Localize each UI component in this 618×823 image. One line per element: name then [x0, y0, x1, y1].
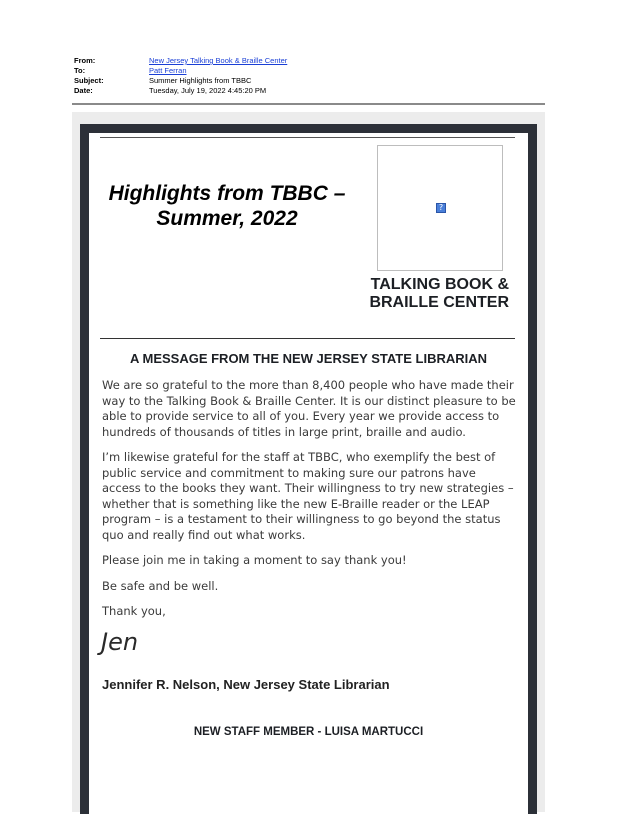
header-divider — [72, 103, 545, 105]
paragraph: Thank you, — [102, 604, 166, 618]
paragraph: I’m likewise grateful for the staff at TBBC, who exemplify the best of public service and commitment to making sure our patrons have access to the books they want. Their willingness to try new strategies – whether that is something like the new E-Braille reader or the LEAP program – is a testament to their willingness to go beyond the status quo and really find out what works. — [102, 450, 514, 542]
paragraph: We are so grateful to the more than 8,400 people who have made their way to the Talking Book & Braille Center. It is our distinct pleasure to be able to provide service to all of you. Every year we provide access to hundreds of thousands of titles in large print, braille and audio. — [102, 378, 516, 439]
newsletter-container — [72, 112, 545, 812]
broken-image-icon: ? — [436, 203, 446, 213]
newsletter-body — [89, 133, 528, 823]
section-divider — [100, 338, 515, 339]
signer-name: Jennifer R. Nelson, New Jersey State Librarian — [102, 677, 390, 692]
from-row — [74, 56, 544, 66]
headline-line-2: Summer, 2022 — [156, 207, 298, 230]
headline-line-1: Highlights from TBBC – — [108, 182, 346, 205]
from-label: From: — [74, 56, 96, 65]
to-label: To: — [74, 66, 86, 75]
date-value: Tuesday, July 19, 2022 4:45:20 PM — [149, 86, 267, 95]
newsletter-headline — [103, 181, 351, 231]
newsletter-frame — [80, 124, 537, 814]
message-body — [102, 378, 517, 630]
top-divider — [100, 137, 515, 138]
to-row — [74, 66, 544, 76]
next-section-title: NEW STAFF MEMBER - LUISA MARTUCCI — [193, 726, 424, 738]
date-label: Date: — [74, 86, 93, 95]
logo-image-placeholder — [377, 145, 503, 271]
message-title: A MESSAGE FROM THE NEW JERSEY STATE LIBRARIAN — [129, 351, 488, 366]
brand-line-1: TALKING BOOK & — [370, 276, 509, 293]
from-link[interactable]: New Jersey Talking Book & Braille Center — [149, 56, 288, 65]
brand-line-2: BRAILLE CENTER — [369, 294, 509, 311]
paragraph: Be safe and be well. — [102, 578, 219, 593]
email-header — [74, 56, 544, 96]
subject-row — [74, 76, 544, 86]
subject-label: Subject: — [74, 76, 104, 85]
subject-value: Summer Highlights from TBBC — [149, 76, 252, 85]
brand-name — [329, 276, 509, 312]
date-row — [74, 86, 544, 96]
signature: Jen — [101, 628, 139, 656]
to-link[interactable]: Patt Ferran — [149, 66, 187, 75]
paragraph: Please join me in taking a moment to say thank you! — [102, 553, 407, 567]
